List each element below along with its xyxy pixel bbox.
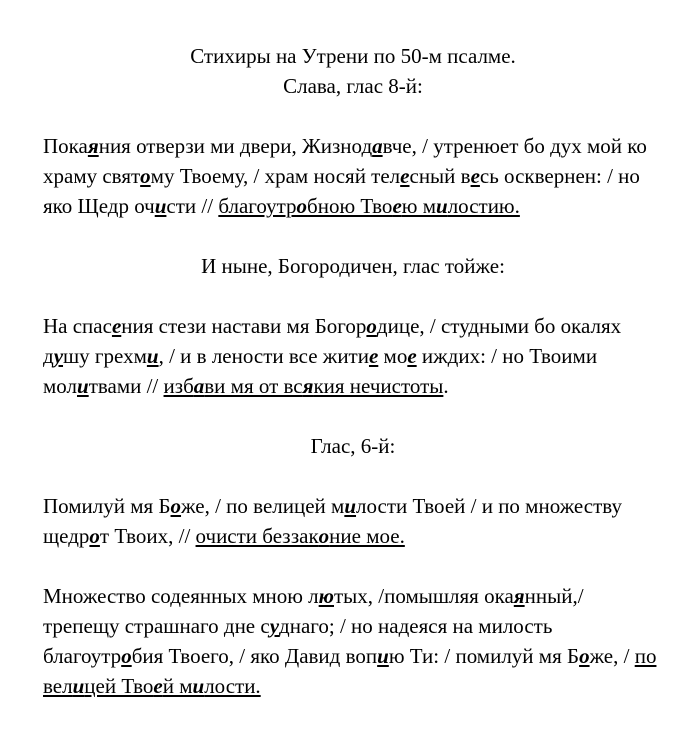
text-run: , / и в лености все жити xyxy=(158,344,369,368)
sticheron-multitude xyxy=(43,581,663,701)
text-run: нный,/ трепещу страшнаго дне с xyxy=(43,584,584,638)
underlined-text: лости. xyxy=(204,674,261,698)
underlined-text: цей Тво xyxy=(84,674,154,698)
stressed-vowel: о xyxy=(296,194,308,218)
underlined-text: по вел xyxy=(43,644,657,698)
underlined-text: бною Тво xyxy=(307,194,393,218)
underlined-text: очисти беззак xyxy=(195,524,319,548)
text-run: дице, / студными бо окалях д xyxy=(43,314,622,368)
stressed-vowel: о xyxy=(366,314,377,338)
text-run: му Твоему, / храм носяй тел xyxy=(150,164,401,188)
underlined-text: ние мое. xyxy=(329,524,405,548)
text-run: На спас xyxy=(43,314,112,338)
text-run: мо xyxy=(378,344,408,368)
stressed-vowel: е xyxy=(392,194,402,218)
spacer xyxy=(43,281,663,311)
spacer xyxy=(43,551,663,581)
stressed-vowel: а xyxy=(372,134,383,158)
text-run: бия Твоего, / яко Давид воп xyxy=(131,644,378,668)
stressed-vowel: и xyxy=(154,194,167,218)
stressed-vowel: о xyxy=(318,524,330,548)
stressed-vowel: е xyxy=(470,164,480,188)
stressed-vowel: и xyxy=(72,674,85,698)
text-run: т Твоих, // xyxy=(99,524,196,548)
theotokion-text xyxy=(43,311,663,401)
underlined-text: й м xyxy=(162,674,193,698)
underlined-text: кия нечистоты xyxy=(313,374,444,398)
underlined-text: изб xyxy=(163,374,194,398)
text-run: Помилуй мя Б xyxy=(43,494,171,518)
underlined-text: ви мя от вс xyxy=(204,374,303,398)
stressed-vowel: я xyxy=(302,374,314,398)
stressed-vowel: и xyxy=(192,674,205,698)
text-run: сти // xyxy=(166,194,219,218)
spacer xyxy=(43,401,663,431)
underlined-text: благоутр xyxy=(218,194,297,218)
text-run: твами // xyxy=(88,374,164,398)
text-run: ю Ти: / помилуй мя Б xyxy=(388,644,580,668)
stressed-vowel: о xyxy=(89,524,100,548)
text-run: иждих: / но Твоими мол xyxy=(43,344,598,398)
stressed-vowel: о xyxy=(579,644,590,668)
heading-title: Стихиры на Утрени по 50-м псалме. xyxy=(190,44,516,68)
tone-6-title: Глас, 6-й: xyxy=(310,434,396,458)
spacer xyxy=(43,101,663,131)
stressed-vowel: о xyxy=(121,644,132,668)
stressed-vowel: и xyxy=(146,344,159,368)
stressed-vowel: и xyxy=(344,494,357,518)
text-run: днаго; / но надеяся на милость благоутр xyxy=(43,614,553,668)
text-run: ния отверзи ми двери, Жизнод xyxy=(98,134,373,158)
stressed-vowel: и xyxy=(436,194,448,218)
document-page xyxy=(43,41,663,701)
stressed-vowel: у xyxy=(53,344,64,368)
stressed-vowel: е xyxy=(407,344,417,368)
stressed-vowel: а xyxy=(193,374,205,398)
underlined-text: ю м xyxy=(401,194,436,218)
text-run: же, / xyxy=(589,644,635,668)
stressed-vowel: я xyxy=(87,134,99,158)
stressed-vowel: е xyxy=(368,344,379,368)
stressed-vowel: е xyxy=(153,674,163,698)
stressed-vowel: е xyxy=(111,314,122,338)
text-run: . xyxy=(443,374,449,398)
text-run: вче, / утренюет бо дух мой ко храму свят xyxy=(43,134,647,188)
text-run: тых, /помышляя ока xyxy=(334,584,514,608)
text-run: сь осквернен: / но яко Щедр оч xyxy=(43,164,640,218)
stressed-vowel: е xyxy=(400,164,410,188)
underlined-text: лостию. xyxy=(447,194,520,218)
text-run: же, / по велицей м xyxy=(181,494,345,518)
stressed-vowel: ю xyxy=(318,584,334,608)
theotokion-title: И ныне, Богородичен, глас тойже: xyxy=(201,254,505,278)
text-run: Пока xyxy=(43,134,88,158)
stressed-vowel: у xyxy=(269,614,280,638)
stressed-vowel: о xyxy=(170,494,182,518)
sticheron-glory xyxy=(43,131,663,221)
text-run: сный в xyxy=(409,164,471,188)
text-run: ния стези настави мя Богор xyxy=(121,314,367,338)
stressed-vowel: я xyxy=(513,584,525,608)
text-run: шу грехм xyxy=(63,344,147,368)
heading-tone: Слава, глас 8-й: xyxy=(283,74,423,98)
stressed-vowel: о xyxy=(140,164,151,188)
text-run: Множество содеянных мною л xyxy=(43,584,319,608)
sticheron-have-mercy xyxy=(43,491,663,551)
spacer xyxy=(43,461,663,491)
text-run: лости Твоей / и по множеству щедр xyxy=(43,494,622,548)
stressed-vowel: и xyxy=(377,644,389,668)
stressed-vowel: и xyxy=(77,374,89,398)
spacer xyxy=(43,221,663,251)
